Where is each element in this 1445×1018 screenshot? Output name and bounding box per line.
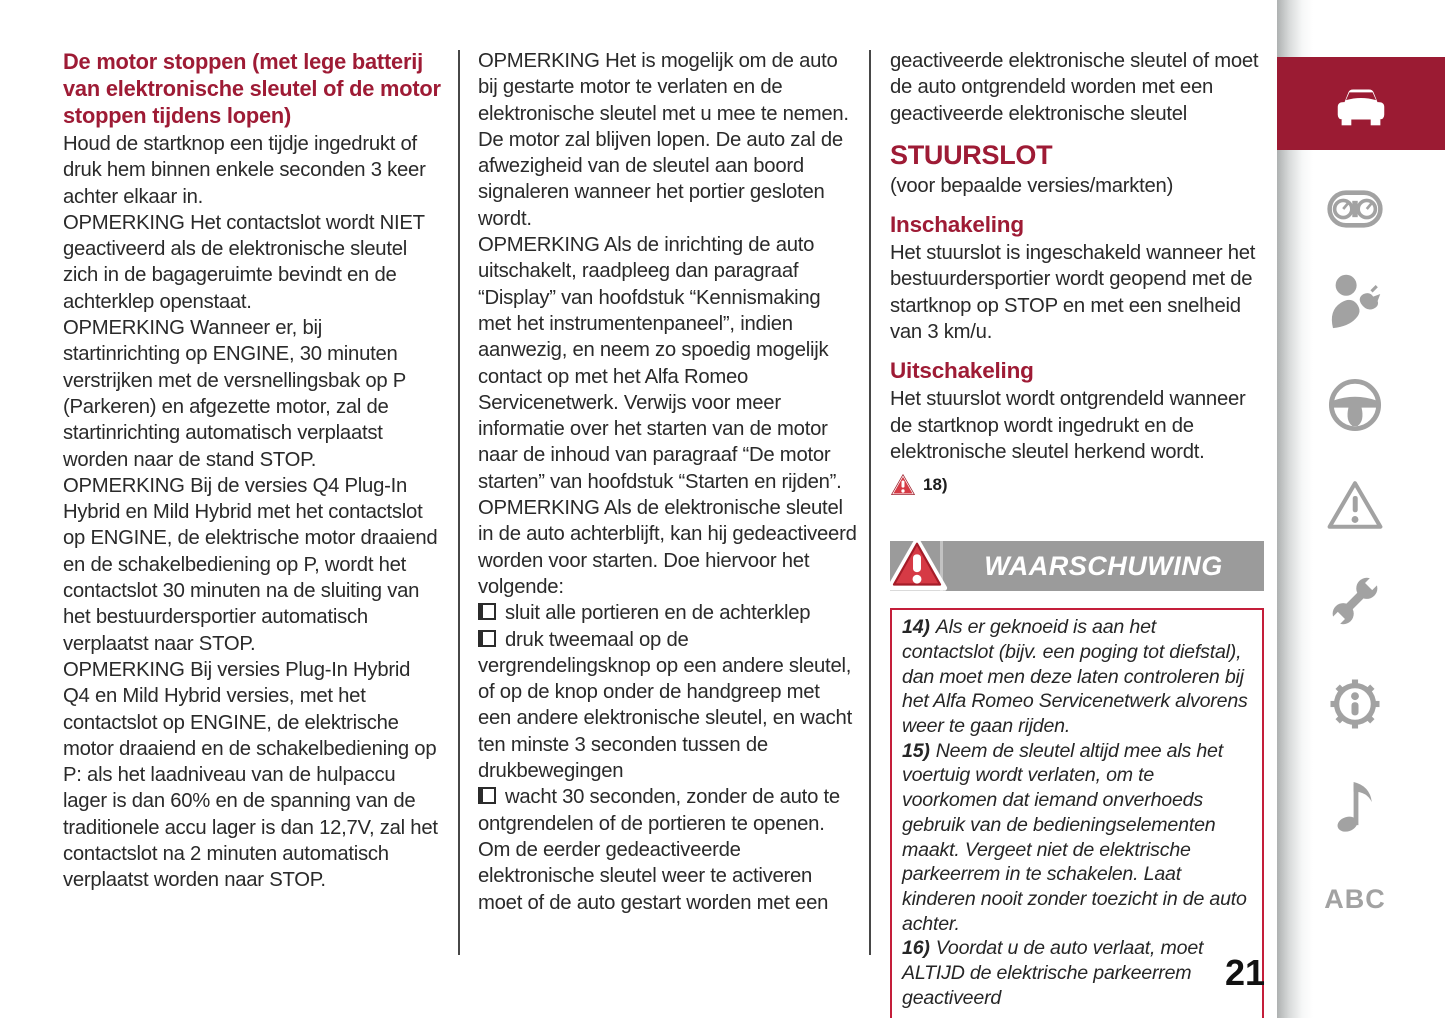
bullet-text: sluit alle portieren en de achterklep [505,602,811,625]
warning-reference [890,473,1264,497]
warning-triangle-icon [886,532,948,598]
column-divider [458,50,460,955]
paragraph: OPMERKING Als de inrichting de auto uitschakelt, raadpleeg dan paragraaf “Display” van hoofdstuk “Kennismaking met het instrumentenpaneel”, indien aanwezig, en neem zo spoedig mogelijk contact op met het Alfa Romeo Servicenetwerk. Verwijs voor meer informatie over het starten van de motor naar de inhoud van paragraaf “De motor starten” van hoofdstuk “Starten en rijden”. [478,234,842,493]
bullet-item [478,784,858,915]
paragraph: Het stuurslot wordt ontgrendeld wanneer de startknop wordt ingedrukt en de elektronische sleutel herkend wordt. [890,388,1246,463]
column-divider [869,50,871,955]
warning-triangle-outline-icon [1326,478,1384,532]
info-gear-icon [1327,676,1383,732]
warning-item [902,739,1252,937]
sidebar-tab-warnings [1326,478,1384,537]
subheading-uitschakeling: Uitschakeling [890,358,1034,384]
sidebar-tab-airbag [1326,272,1382,335]
paragraph: Houd de startknop een tijdje ingedrukt of druk hem binnen enkele seconden 3 keer achter elkaar in. [63,133,426,208]
paragraph: Het stuurslot is ingeschakeld wanneer het bestuurdersportier wordt geopend met de startknop op STOP en met een snelheid van 3 km/u. [890,242,1256,344]
warning-item-number: 15) [902,739,930,762]
bullet-text: wacht 30 seconden, zonder de auto te ontgrendelen of de portieren te openen. Om de eerder gedeactiveerde elektronische sleutel weer te activeren moet of de auto gestart worden met een [478,786,840,914]
column-3 [890,48,1264,1018]
paragraph: geactiveerde elektronische sleutel of moet de auto ontgrendeld worden met een geactiveerde elektronische sleutel [890,50,1259,125]
warning-item [902,615,1252,739]
bullet-text: druk tweemaal op de vergrendelingsknop op een andere sleutel, of op de knop onder de handgreep met een andere elektronische sleutel, en wacht ten minste 3 seconden tussen de drukbewegingen [478,628,852,783]
paragraph: OPMERKING Bij versies Plug-In Hybrid Q4 en Mild Hybrid versies, met het contactslot op ENGINE, de elektrische motor draaiend en de schakelbediening op P: als het laadniveau van de hulpaccu lager is dan 60% en de spanning van de traditionele accu lager is dan 12,7V, zal het contactslot na 2 minuten automatisch verplaatst worden naar STOP. [63,658,438,892]
subheading-inschakeling: Inschakeling [890,212,1024,238]
warning-banner [890,541,1264,591]
page-spine-gradient [1277,0,1313,1018]
sidebar-tab-maintenance [1328,573,1382,634]
warning-item-number: 14) [902,616,930,639]
checkbox-bullet-icon [478,787,496,804]
sidebar-tab-vehicle-active [1277,57,1445,150]
paragraph: OPMERKING Wanneer er, bij startinrichting op ENGINE, 30 minuten verstrijken met de versnellingsbak op P (Parkeren) en afgezette motor, zal de startinrichting automatisch verplaatst worden naar de stand STOP. [63,317,406,471]
warning-item-text: Neem de sleutel altijd mee als het voertuig wordt verlaten, om te voorkomen dat iemand onverhoeds gebruik van de bedieningselementen maakt. Vergeet niet de elektrische parkeerrem in te schakelen. Laat kinderen nooit zonder toezicht in de auto achter. [902,739,1247,935]
section-heading: De motor stoppen (met lege batterij van elektronische sleutel of de motor stoppen tijdens lopen) [63,49,441,128]
paragraph: OPMERKING Het is mogelijk om de auto bij gestarte motor te verlaten en de elektronische sleutel met u mee te nemen. De motor zal blijven lopen. De auto zal de afwezigheid van de sleutel aan boord signaleren wanneer het portier gesloten wordt. [478,50,849,230]
sidebar-tab-index: ABC [1324,884,1386,914]
sidebar-tab-dashboard [1326,187,1384,236]
paragraph: OPMERKING Bij de versies Q4 Plug-In Hybrid en Mild Hybrid met het contactslot op ENGINE, de elektrische motor draaiend en de schakelbediening op P, wordt het contactslot 30 minuten na de sluiting van het bestuurdersportier automatisch verplaatst naar STOP. [63,474,438,655]
sidebar-tab-steering [1327,377,1383,438]
airbag-icon [1326,272,1382,330]
bullet-item [478,627,858,785]
column-2 [478,48,858,916]
paragraph: OPMERKING Het contactslot wordt NIET geactiveerd als de elektronische sleutel zich in de bagageruimte bevindt en de achterklep openstaat. [63,211,425,313]
checkbox-bullet-icon [478,603,496,620]
page-number: 21 [1224,952,1265,993]
sidebar-tab-multimedia [1333,776,1379,839]
warning-item-text: Als er geknoeid is aan het contactslot (bijv. een poging tot diefstal), dan moet men deze laten controleren bij het Alfa Romeo Servicenetwerk alvorens weer te gaan rijden. [902,616,1248,738]
small-warning-triangle-icon [890,473,916,497]
music-note-icon [1333,776,1379,834]
paragraph: OPMERKING Als de elektronische sleutel in de auto achterblijft, kan hij gedeactiveerd worden voor starten. Doe hiervoor het volgende: [478,497,857,598]
checkbox-bullet-icon [478,630,496,647]
section-subtitle: (voor bepaalde versies/markten) [890,174,1174,197]
sidebar-tab-technical-info [1327,676,1383,737]
bullet-item [478,600,858,626]
dashboard-icon [1326,187,1384,231]
warning-item-text: Voordat u de auto verlaat, moet ALTIJD de elektrische parkeerrem geactiveerd [902,937,1204,1009]
warning-banner-label: WAARSCHUWING [984,550,1223,581]
warning-reference-number: 18) [923,475,948,495]
warning-item-number: 16) [902,937,930,960]
column-1 [63,48,442,894]
car-icon [1330,79,1392,129]
section-heading-stuurslot: STUURSLOT [890,139,1053,170]
wrench-icon [1328,573,1382,629]
steering-wheel-icon [1327,377,1383,433]
